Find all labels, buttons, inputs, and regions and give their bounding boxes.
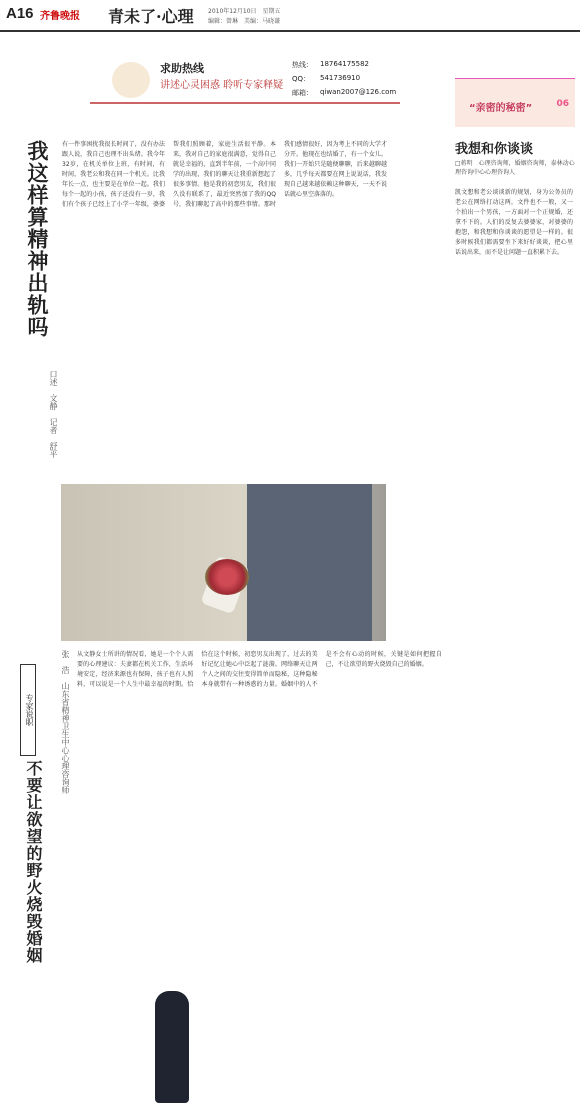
column-number: 06	[556, 99, 569, 109]
rose-bouquet-icon	[205, 559, 249, 595]
woman-figure	[155, 991, 189, 1103]
column-title: “亲密的秘密”	[469, 103, 533, 114]
section-title: 青未了·心理	[108, 7, 194, 26]
article3-body: 凯文想和老公谈谈新的规划，身为公务员的老公在网络打动这两，文件也不一般，又一个拍出一个男孩，一方面对一个正规婚，还拿不下的。人们的反复去婆婆家，对婆婆的抱怨，和我想和你谈谈的愿望是一样的。很多时候我们都需要坐下来好好谈谈，把心里话说出来，而不是让问题一直积累下去。	[455, 189, 573, 256]
column-banner	[455, 78, 575, 127]
editor-credit: 编辑：曾琳 美编：马晓谦	[208, 18, 281, 25]
woman-illustration-icon	[112, 62, 150, 98]
qq-label: QQ：	[292, 75, 311, 83]
article1-body: 有一件事困扰我很长时间了，没有办法跟人说，我自己也理不出头绪。我今年32岁，在机关单位上班，有时间，有时间，我老公和我在同一个机关。比我年长一点，也主要是在单位一起。我们每个一起的小孩，孩子还没有一岁，我们有个孩子已经上了小学一年级，婆婆帮我们照顾着，家庭生活很平静。本来，我对自己的家庭很满意，觉得自己就是幸福的，直到半年前，一个高中同学的出现，我们的聊天让我重新想起了很多事情。他是我的初恋男友，我们很久没有联系了，最近突然加了我的QQ号，我们聊起了高中的那些事情。那时我们感情很好，因为考上不同的大学才分开。他现在也结婚了，有一个女儿。我们一开始只是随便聊聊，后来越聊越多，几乎每天都要在网上说说话，我发现自己越来越依赖这种聊天，一天不说话就心里空落落的。	[62, 141, 387, 208]
article1-byline: 口述 文静 记者 舒平	[49, 370, 58, 458]
phone-label: 热线：	[292, 61, 313, 69]
issue-date: 2010年12月10日 星期五	[208, 8, 281, 15]
page-number: A16	[6, 5, 34, 22]
article2-body: 从文静女士所讲的情况看，她是一个个人需要的心理建议：夫妻都在机关工作，生活环境安定，经济来源也有保障，孩子也有人照料，可以说是一个人生中最幸福的时期。恰恰在这个时候，初恋男友出现了，过去的美好记忆让她心中泛起了涟漪。网络聊天让两个人之间的交往变得简单而隐秘，这种隐秘本身就带有一种诱惑的力量。婚姻中的人不是不会有心动的时候，关键是如何把握自己，不让欲望的野火烧毁自己的婚姻。	[77, 651, 442, 688]
hotline-slogan: 讲述心灵困惑 聆听专家释疑	[160, 80, 284, 91]
article2-title: 不要让欲望的野火烧毁婚姻	[24, 760, 43, 964]
article3-title: 我想和你谈谈	[455, 142, 534, 157]
hotline-title: 求助热线	[160, 62, 204, 75]
email-label: 邮箱：	[292, 89, 313, 97]
phone-number: 18764175582	[320, 60, 369, 68]
man-figure	[247, 484, 372, 641]
article3-byline: □蒋明 心理咨询师，婚姻咨询师，泰林动心理咨询中心心理咨询人	[455, 160, 575, 176]
article2-byline: 张 浩 山东省精神卫生中心心理咨询师	[61, 650, 70, 794]
newspaper-name: 齐鲁晚报	[40, 11, 80, 22]
column-tag: 专家说职	[20, 664, 36, 756]
article1-title: 我这样算精神出轨吗	[25, 140, 50, 338]
email-address: qiwan2007@126.com	[320, 88, 397, 96]
page-header	[0, 0, 580, 32]
qq-number: 541736910	[320, 74, 361, 82]
